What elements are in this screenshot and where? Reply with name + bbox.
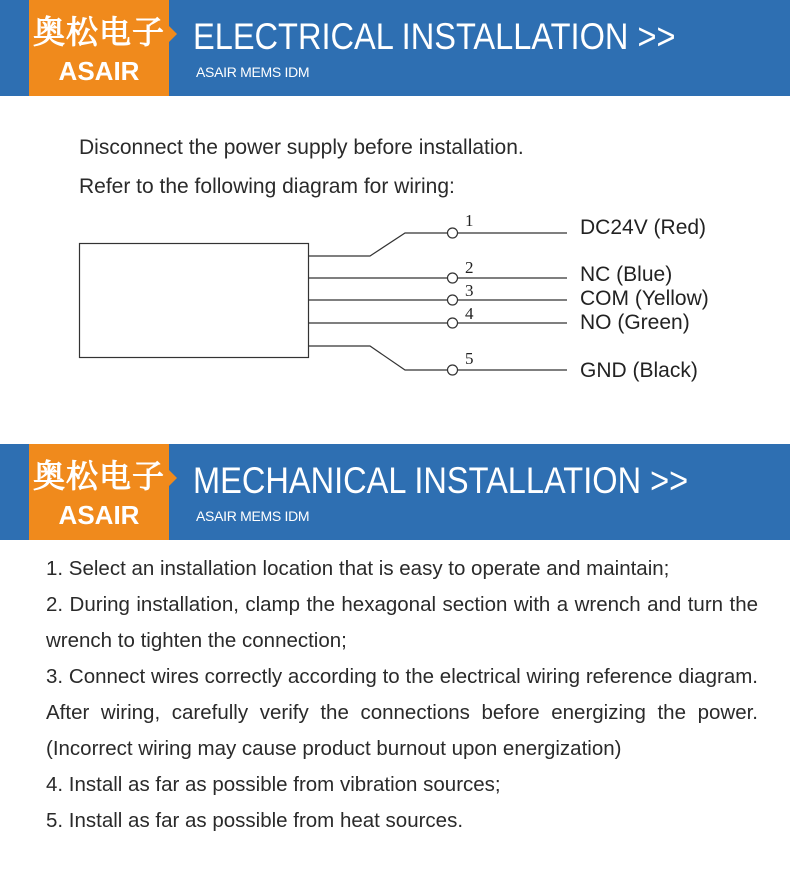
mechanical-step-4: 4. Install as far as possible from vibration sources; (46, 773, 501, 796)
mechanical-steps (46, 551, 758, 839)
terminal-2 (448, 273, 458, 283)
pin-number-2: 2 (465, 258, 474, 277)
logo-pointer (169, 470, 177, 486)
brand-cn-name: 奥松电子 (32, 13, 165, 51)
mechanical-subtitle: ASAIR MEMS IDM (196, 508, 310, 524)
pin-number-1: 1 (465, 211, 474, 230)
brand-logo (29, 444, 169, 540)
mechanical-title: MECHANICAL INSTALLATION >> (193, 460, 689, 501)
electrical-line-2: Refer to the following diagram for wiring: (79, 175, 455, 198)
terminal-3 (448, 295, 458, 305)
brand-cn-name: 奥松电子 (32, 457, 165, 495)
wire-1 (308, 233, 447, 256)
wire-label-4: NO (Green) (580, 311, 690, 334)
device-box (80, 244, 309, 358)
pin-number-4: 4 (465, 304, 474, 323)
electrical-title: ELECTRICAL INSTALLATION >> (193, 16, 676, 57)
mechanical-step-3: 3. Connect wires correctly according to the electrical wiring reference diagram. After wiring, carefully verify the connections before energizing the power. (Incorrect wiring may cause product burnout upon energization) (46, 665, 758, 760)
electrical-subtitle: ASAIR MEMS IDM (196, 64, 310, 80)
electrical-line-1: Disconnect the power supply before installation. (79, 136, 524, 159)
terminal-4 (448, 318, 458, 328)
brand-en-name: ASAIR (58, 56, 140, 86)
brand-en-name: ASAIR (58, 500, 140, 530)
wire-5 (308, 346, 447, 370)
wire-label-5: GND (Black) (580, 359, 698, 382)
mechanical-step-1: 1. Select an installation location that is easy to operate and maintain; (46, 557, 670, 580)
mechanical-step-2: 2. During installation, clamp the hexagonal section with a wrench and turn the wrench to tighten the connection; (46, 593, 758, 652)
pin-number-3: 3 (465, 281, 474, 300)
terminal-1 (448, 228, 458, 238)
pin-number-5: 5 (465, 349, 474, 368)
wire-label-1: DC24V (Red) (580, 216, 707, 239)
mechanical-step-5: 5. Install as far as possible from heat sources. (46, 809, 464, 832)
terminal-5 (448, 365, 458, 375)
wire-label-3: COM (Yellow) (580, 287, 709, 310)
mechanical-banner (0, 444, 790, 540)
wire-label-2: NC (Blue) (580, 263, 673, 286)
